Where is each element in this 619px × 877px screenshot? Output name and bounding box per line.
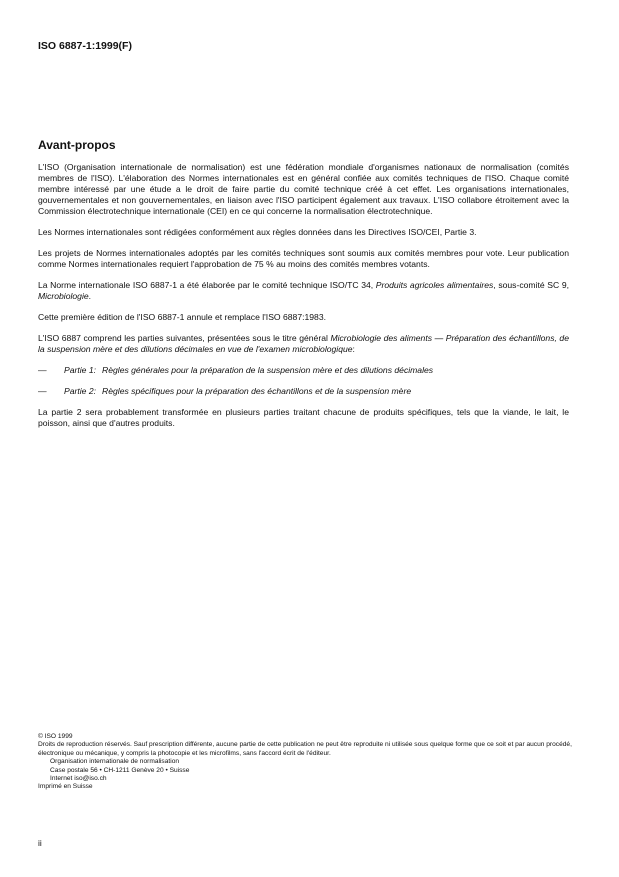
paragraph-part2-note: La partie 2 sera probablement transformée en plusieurs parties traitant chacune de produits spécifiques, tels que la viande, le lait, le poisson, ainsi que d'autres produits.: [38, 407, 569, 428]
document-id: ISO 6887-1:1999(F): [38, 40, 132, 52]
paragraph-voting: Les projets de Normes internationales adoptés par les comités techniques sont soumis aux comités membres pour vote. Leur publication comme Normes internationales requiert l'approbation de 75 % au moins des comités membres votants.: [38, 248, 569, 269]
rights-notice: Droits de reproduction réservés. Sauf prescription différente, aucune partie de cette publication ne peut être reproduite ni utilisée sous quelque forme que ce soit et par aucun procédé, électronique ou mécanique, y compris la photocopie et les microfilms, sans l'accord écrit de l'éditeur.: [38, 741, 572, 757]
committee-text-a: La Norme internationale ISO 6887-1 a été élaborée par le comité technique ISO/TC 34,: [38, 280, 376, 290]
foreword-body: [38, 162, 569, 439]
copyright-line: © ISO 1999: [38, 733, 73, 740]
dash-bullet: —: [38, 386, 47, 396]
dash-bullet: —: [38, 365, 47, 375]
general-title: Microbiologie des aliments — Préparation des échantillons, de la suspension mère et des dilutions décimales en vue de l'examen microbiologique: [38, 333, 569, 354]
list-item: [38, 365, 569, 376]
printed-in: Imprimé en Suisse: [38, 783, 93, 791]
paragraph-parts-intro: [38, 333, 569, 355]
subcommittee-name: Microbiologie: [38, 291, 89, 301]
part-title: Règles spécifiques pour la préparation des échantillons et de la suspension mère: [102, 386, 412, 396]
committee-text-e: .: [88, 291, 92, 301]
committee-name: Produits agricoles alimentaires: [375, 280, 494, 290]
paragraph-directives: Les Normes internationales sont rédigées conformément aux règles données dans les Directives ISO/CEI, Partie 3.: [38, 227, 477, 237]
paragraph-iso-intro: L'ISO (Organisation internationale de normalisation) est une fédération mondiale d'organismes nationaux de normalisation (comités membres de l'ISO). L'élaboration des Normes internationales est en général confiée aux comités techniques de l'ISO. Chaque comité membre intéressé par une étude a le droit de faire partie du comité technique créé à cet effet. Les organisations internationales, gouvernementales et non gouvernementales, en liaison avec l'ISO participent également aux travaux. L'ISO collabore étroitement avec la Commission électrotechnique internationale (CEI) en ce qui concerne la normalisation électrotechnique.: [38, 162, 569, 216]
paragraph-committee: [38, 280, 569, 302]
part-label: Partie 1:: [64, 365, 97, 375]
page-number: ii: [38, 838, 42, 848]
postal-address: Case postale 56 • CH-1211 Genève 20 • Suisse: [50, 766, 190, 774]
part-label: Partie 2:: [64, 386, 97, 396]
parts-intro-text: L'ISO 6887 comprend les parties suivantes, présentées sous le titre général: [38, 333, 331, 343]
part-title: Règles générales pour la préparation de la suspension mère et des dilutions décimales: [102, 365, 434, 375]
list-item: [38, 386, 569, 397]
copyright-footer: [38, 733, 578, 792]
org-name: Organisation internationale de normalisation: [50, 758, 180, 766]
parts-intro-colon: :: [352, 344, 355, 354]
committee-text-c: , sous-comité SC 9,: [493, 280, 570, 290]
internet-contact: Internet iso@iso.ch: [50, 775, 107, 783]
page-title: Avant-propos: [38, 138, 116, 152]
paragraph-edition: Cette première édition de l'ISO 6887-1 annule et remplace l'ISO 6887:1983.: [38, 312, 327, 322]
